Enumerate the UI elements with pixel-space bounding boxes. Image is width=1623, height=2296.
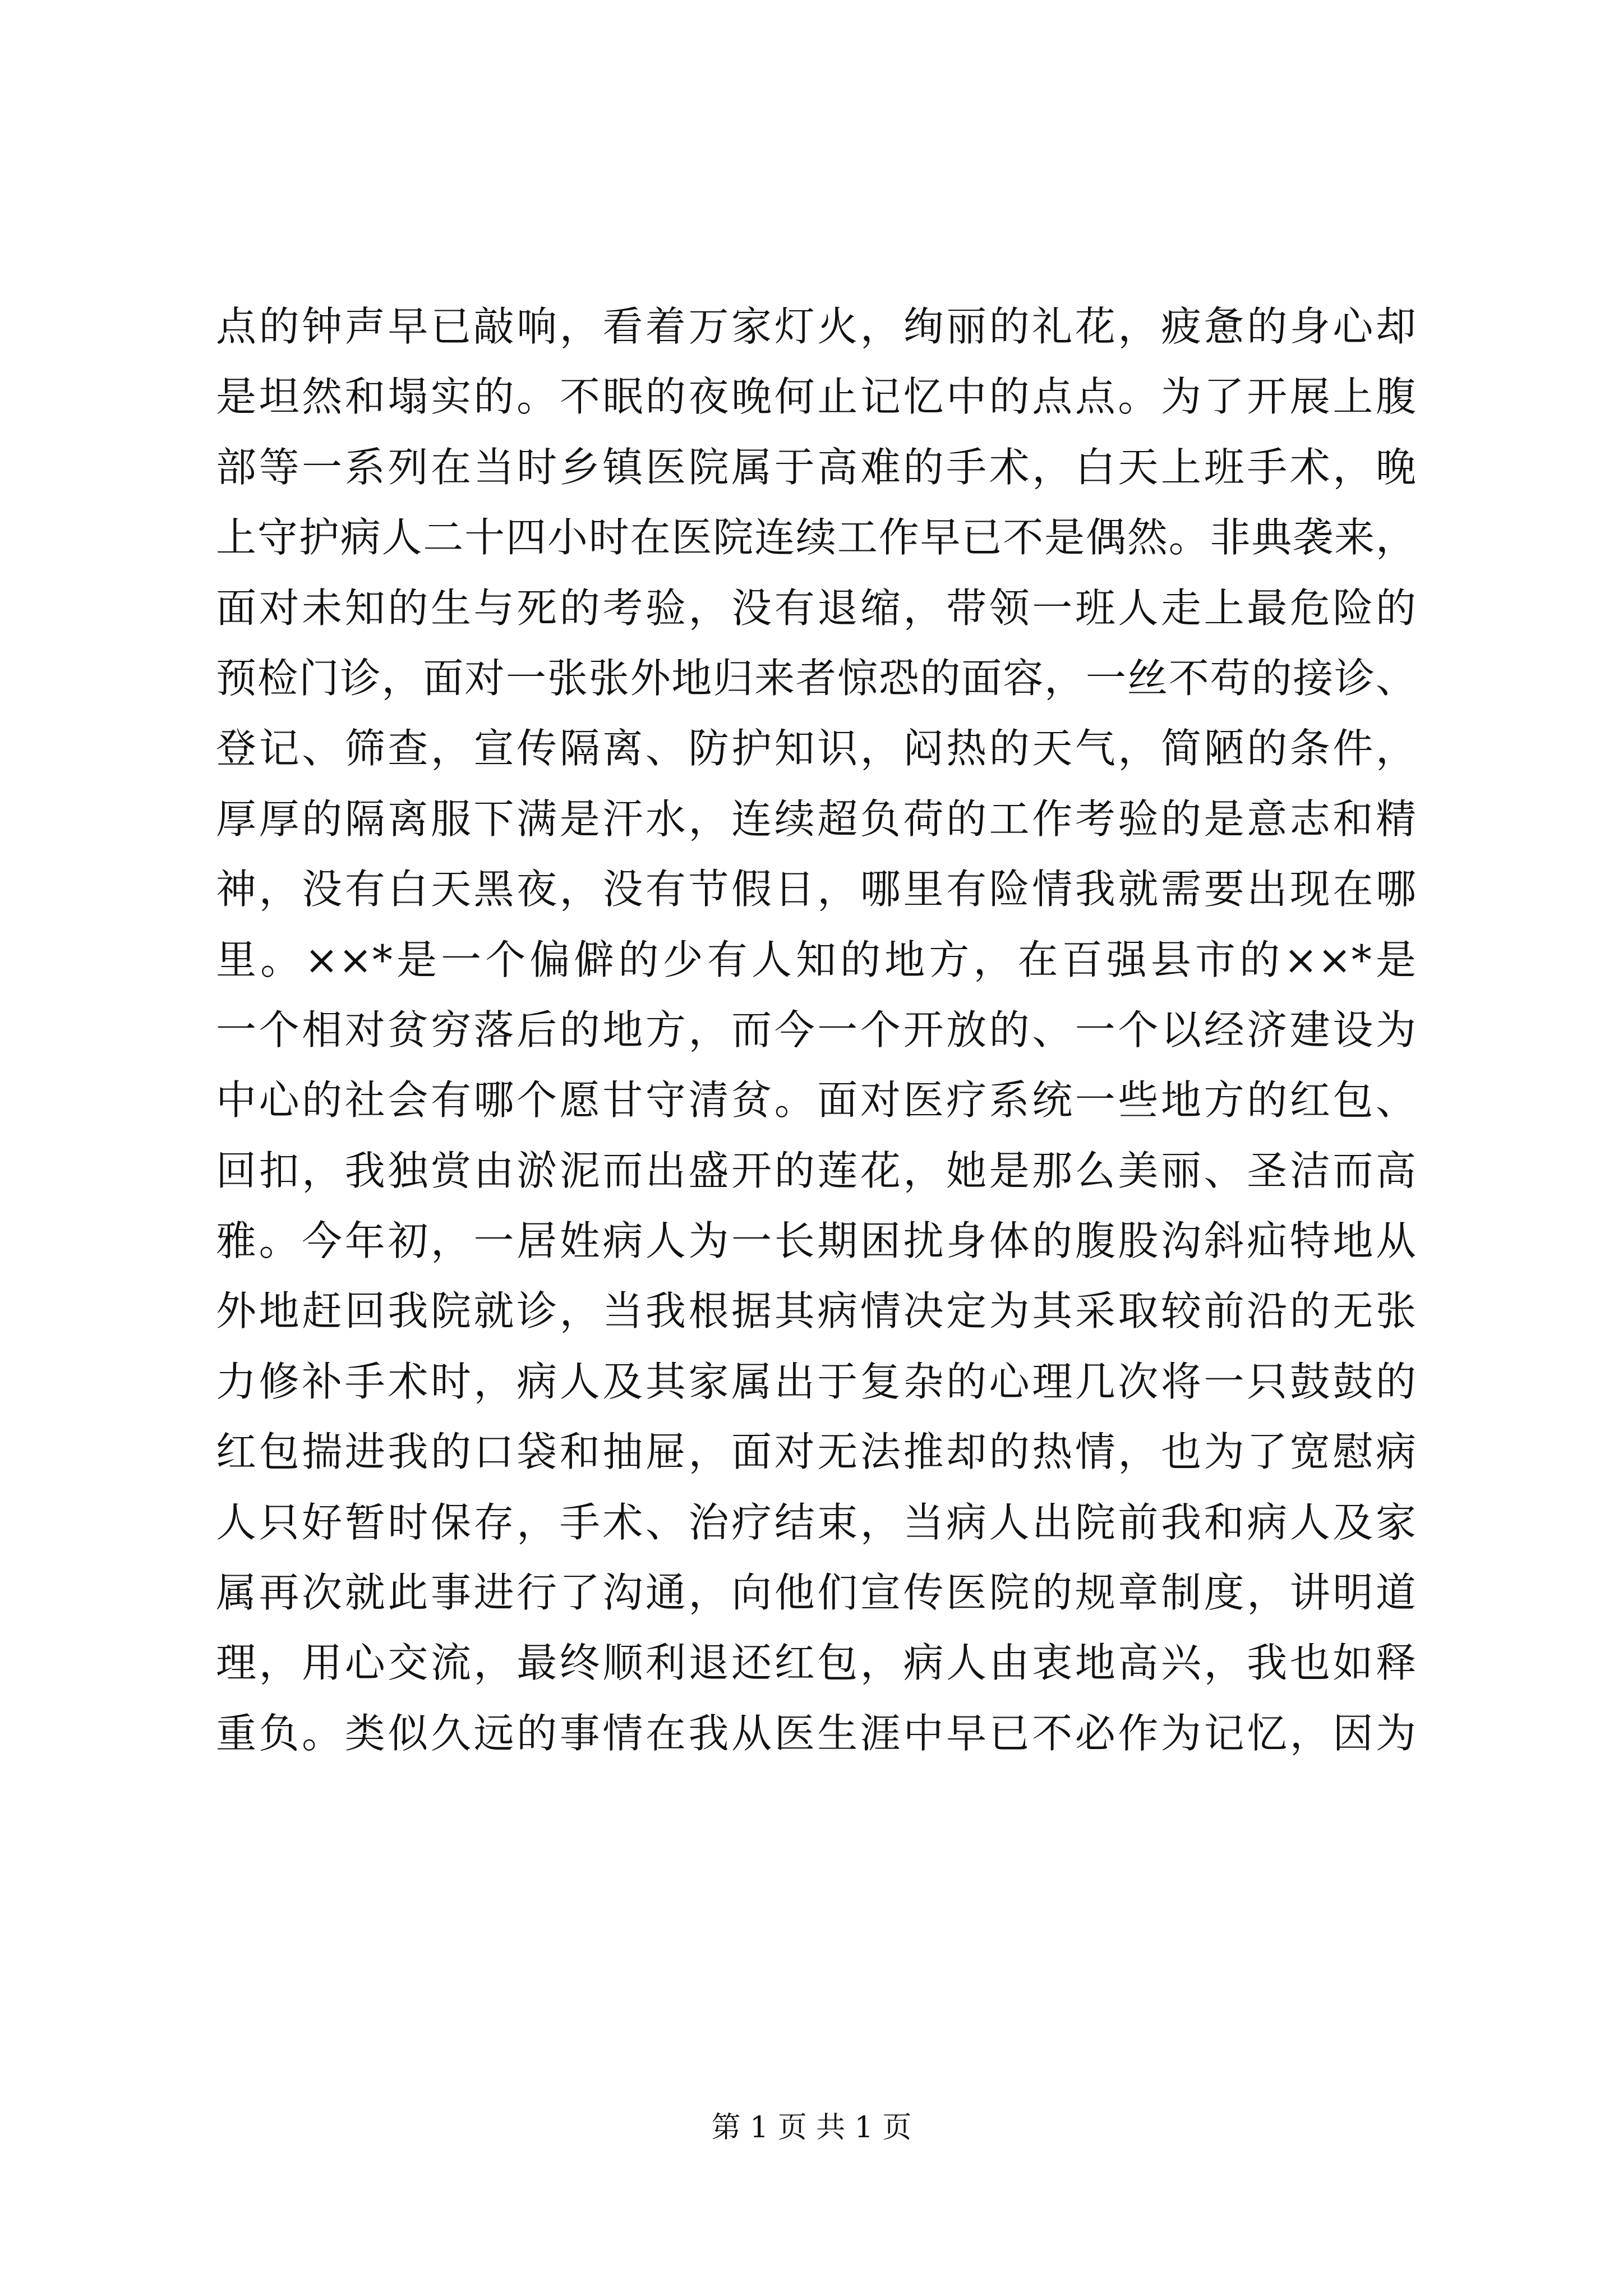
text-line-20: 理，用心交流，最终顺利退还红包，病人由衷地高兴，我也如释 — [216, 1639, 1416, 1687]
text-line-2: 是坦然和塌实的。不眠的夜晚何止记忆中的点点。为了开展上腹 — [216, 373, 1416, 421]
text-line-21: 重负。类似久远的事情在我从医生涯中早已不必作为记忆，因为 — [216, 1709, 1416, 1757]
text-line-14: 雅。今年初，一居姓病人为一长期困扰身体的腹股沟斜疝特地从 — [216, 1217, 1416, 1265]
text-line-19: 属再次就此事进行了沟通，向他们宣传医院的规章制度，讲明道 — [216, 1569, 1416, 1617]
text-line-8: 厚厚的隔离服下满是汗水，连续超负荷的工作考验的是意志和精 — [216, 795, 1416, 843]
text-line-7: 登记、筛查，宣传隔离、防护知识，闷热的天气，简陋的条件， — [216, 725, 1416, 772]
page-footer: 第 1 页 共 1 页 — [711, 2111, 912, 2145]
text-line-10: 里。××*是一个偏僻的少有人知的地方，在百强县市的××*是 — [216, 936, 1416, 983]
text-line-17: 红包揣进我的口袋和抽屉，面对无法推却的热情，也为了宽慰病 — [216, 1428, 1416, 1476]
text-line-4: 上守护病人二十四小时在医院连续工作早已不是偶然。非典袭来， — [216, 514, 1416, 562]
text-line-16: 力修补手术时，病人及其家属出于复杂的心理几次将一只鼓鼓的 — [216, 1358, 1416, 1405]
text-line-13: 回扣，我独赏由淤泥而出盛开的莲花，她是那么美丽、圣洁而高 — [216, 1147, 1416, 1194]
text-line-1: 点的钟声早已敲响，看着万家灯火，绚丽的礼花，疲惫的身心却 — [216, 303, 1416, 350]
body-text — [216, 292, 1416, 1769]
text-line-12: 中心的社会有哪个愿甘守清贫。面对医疗系统一些地方的红包、 — [216, 1076, 1416, 1124]
text-line-15: 外地赶回我院就诊，当我根据其病情决定为其采取较前沿的无张 — [216, 1287, 1416, 1335]
text-line-9: 神，没有白天黑夜，没有节假日，哪里有险情我就需要出现在哪 — [216, 866, 1416, 913]
text-line-5: 面对未知的生与死的考验，没有退缩，带领一班人走上最危险的 — [216, 584, 1416, 632]
text-line-11: 一个相对贫穷落后的地方，而今一个开放的、一个以经济建设为 — [216, 1006, 1416, 1053]
text-line-18: 人只好暂时保存，手术、治疗结束，当病人出院前我和病人及家 — [216, 1498, 1416, 1546]
text-line-6: 预检门诊，面对一张张外地归来者惊恐的面容，一丝不苟的接诊、 — [216, 654, 1416, 702]
text-line-3: 部等一系列在当时乡镇医院属于高难的手术，白天上班手术，晚 — [216, 443, 1416, 491]
